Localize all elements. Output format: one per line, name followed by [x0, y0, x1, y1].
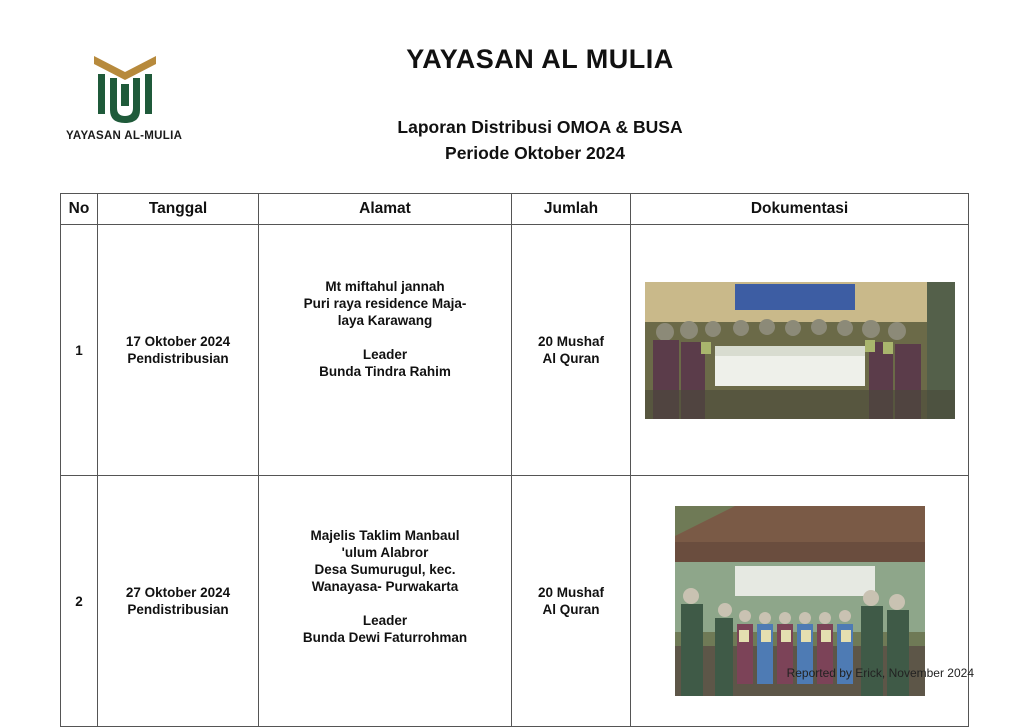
- cell-jumlah: [512, 476, 631, 727]
- column-header-no: No: [61, 194, 98, 225]
- documentation-photo: [645, 282, 955, 419]
- organization-title: YAYASAN AL MULIA: [406, 44, 674, 74]
- quantity-text: 20 Mushaf: [537, 585, 605, 600]
- date-text: 17 Oktober 2024: [125, 334, 231, 349]
- cell-tanggal: [98, 225, 259, 476]
- cell-dokumentasi: [631, 476, 969, 727]
- item-text: Al Quran: [542, 351, 600, 366]
- report-title: Laporan Distribusi OMOA & BUSA: [397, 117, 683, 137]
- cell-tanggal: [98, 476, 259, 727]
- column-header-alamat: Alamat: [259, 194, 512, 225]
- logo-text: YAYASAN AL-MULIA: [66, 130, 183, 142]
- cell-alamat: [259, 476, 512, 727]
- address-line: laya Karawang: [337, 313, 433, 328]
- table-row: [61, 225, 969, 476]
- cell-alamat: [259, 225, 512, 476]
- column-header-jumlah: Jumlah: [512, 194, 631, 225]
- cell-jumlah: [512, 225, 631, 476]
- address-line: 'ulum Alabror: [341, 544, 429, 560]
- leader-name: Bunda Dewi Faturrohman: [302, 629, 468, 645]
- column-header-tanggal: Tanggal: [98, 194, 259, 225]
- quantity-text: 20 Mushaf: [537, 334, 605, 349]
- leader-name: Bunda Tindra Rahim: [319, 364, 451, 379]
- cell-dokumentasi: [631, 225, 969, 476]
- table-header-row: [61, 194, 969, 225]
- address-line: Puri raya residence Maja-: [303, 296, 467, 311]
- activity-text: Pendistribusian: [127, 602, 229, 617]
- leader-label: Leader: [362, 347, 408, 362]
- address-line: Majelis Taklim Manbaul: [310, 527, 460, 543]
- report-footer: Reported by Erick, November 2024: [786, 666, 974, 680]
- leader-label: Leader: [362, 612, 408, 628]
- address-line: Wanayasa- Purwakarta: [311, 578, 459, 594]
- column-header-dokumentasi: Dokumentasi: [631, 194, 969, 225]
- date-text: 27 Oktober 2024: [125, 585, 231, 600]
- address-line: Desa Sumurugul, kec.: [314, 561, 456, 577]
- table-row: [61, 476, 969, 727]
- activity-text: Pendistribusian: [127, 351, 229, 366]
- cell-no: 1: [61, 225, 98, 476]
- cell-no: 2: [61, 476, 98, 727]
- address-line: Mt miftahul jannah: [325, 279, 445, 294]
- report-period: Periode Oktober 2024: [445, 143, 625, 163]
- item-text: Al Quran: [542, 602, 600, 617]
- distribution-table: [60, 193, 969, 727]
